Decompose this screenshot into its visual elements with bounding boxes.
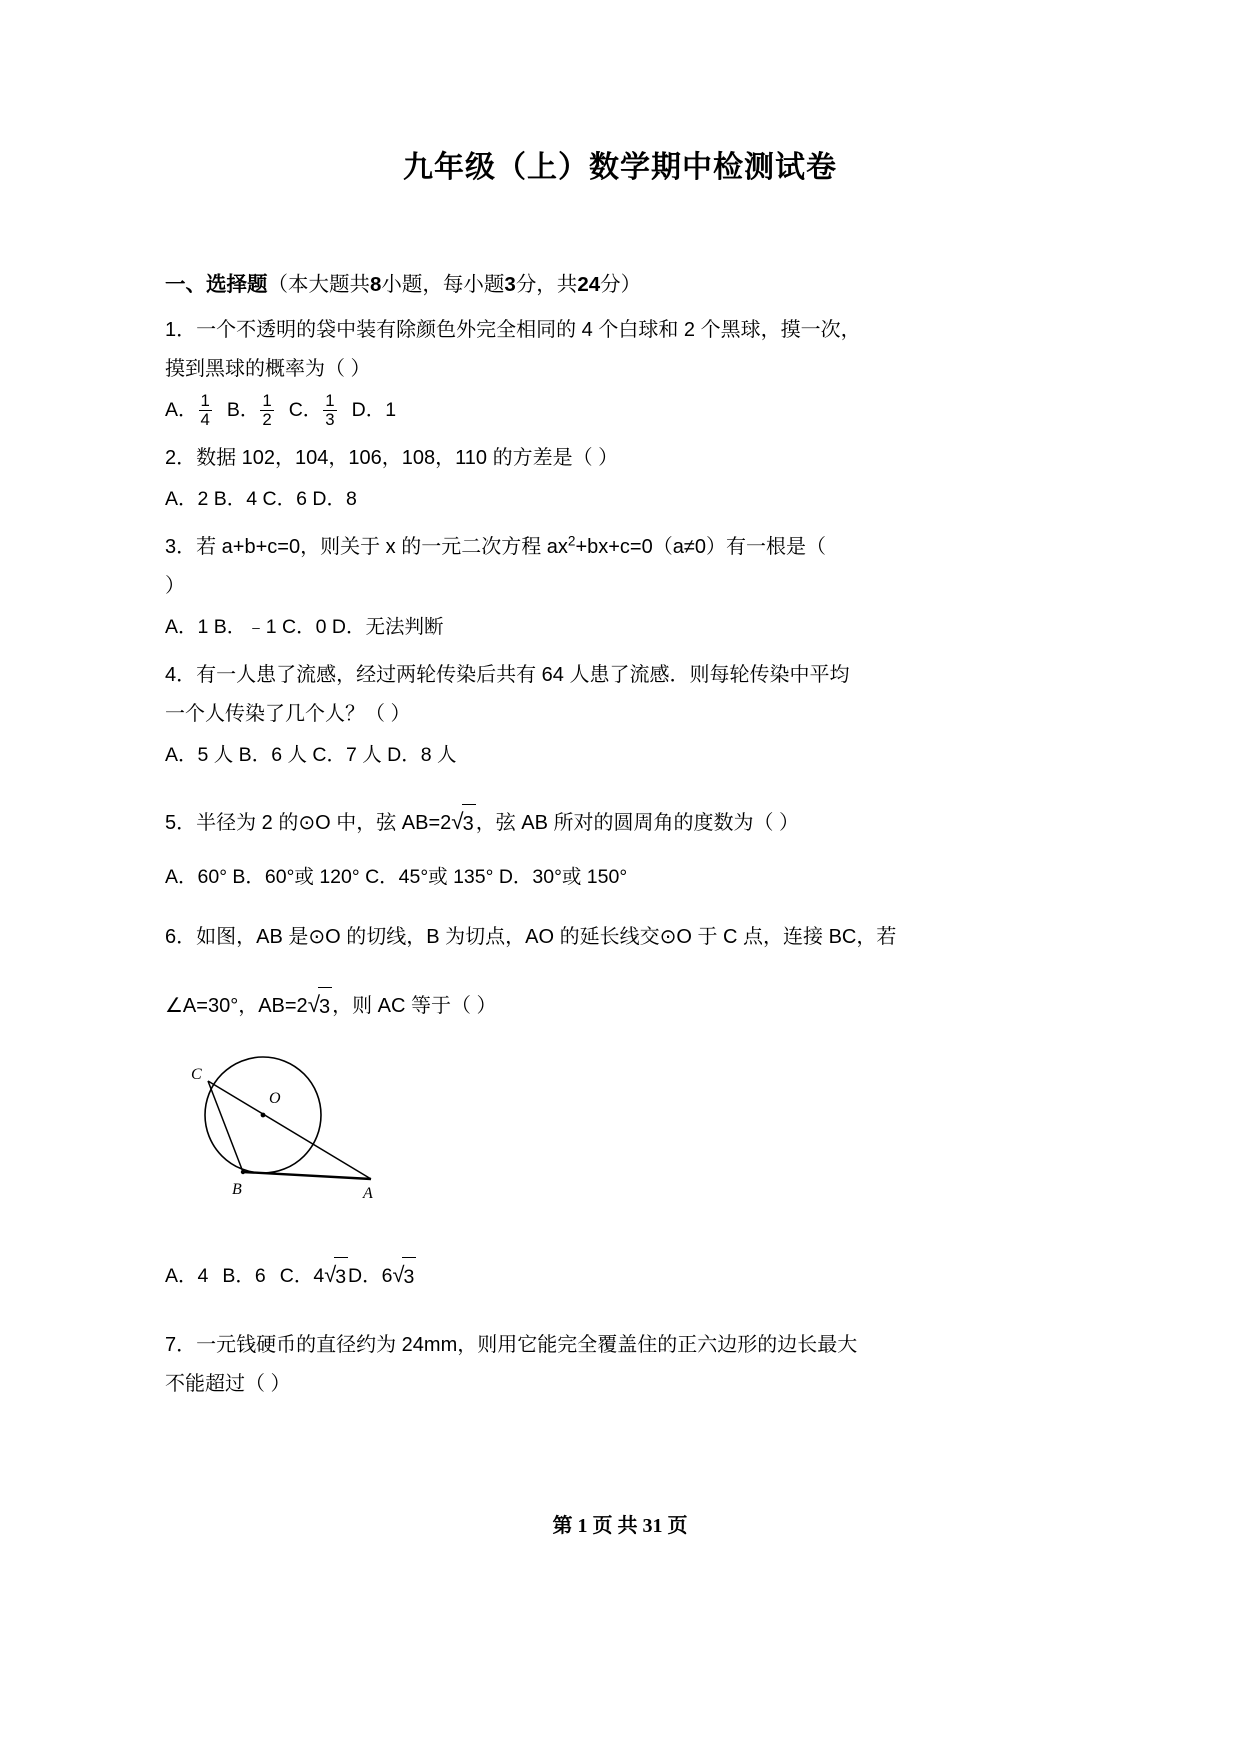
- question-6-option-a[interactable]: [165, 1265, 208, 1287]
- question-7-number: 7．: [165, 1334, 197, 1357]
- question-3-text-a: 若 a+b+c=0，则关于 x 的一元二次方程 ax: [196, 536, 568, 559]
- point-b: [241, 1169, 245, 1173]
- option-a-label: A．: [165, 1264, 198, 1287]
- figure-label-c: C: [191, 1065, 202, 1083]
- option-d-value: 1: [385, 398, 397, 421]
- question-6-text-prefix: ∠A=30°，AB=2: [165, 994, 308, 1017]
- question-2-text: 数据 102，104，106，108，110 的方差是（ ）: [196, 447, 619, 470]
- question-1-text-1: 一个不透明的袋中装有除颜色外完全相同的 4 个白球和 2 个黑球，摸一次，: [196, 318, 861, 341]
- section-label: 一、选择题: [165, 273, 268, 296]
- question-3-text-b: +bx+c=0（a≠0）有一根是（: [575, 536, 826, 559]
- question-2: [165, 439, 1075, 518]
- question-3-options[interactable]: A．1 B．﹣1 C．0 D．无法判断: [165, 616, 444, 639]
- question-4-text-1: 有一人患了流感，经过两轮传染后共有 64 人患了流感．则每轮传染中平均: [196, 664, 850, 687]
- figure-label-o: O: [269, 1089, 281, 1107]
- fraction-one-third: $\frac{1}{3}$: [325, 390, 335, 429]
- fraction-one-quarter: $\frac{1}{4}$: [200, 390, 210, 429]
- option-a-value: 4: [197, 1264, 209, 1287]
- question-1-options: [165, 391, 1075, 429]
- question-3-number: 3．: [165, 536, 197, 559]
- circle-tangent-diagram: [175, 1053, 405, 1218]
- question-1-stem-line2: 摸到黑球的概率为（ ）: [165, 357, 371, 380]
- question-3: [165, 528, 1075, 646]
- question-5: [165, 800, 1075, 896]
- page-title: 九年级（上）数学期中检测试卷: [403, 151, 837, 184]
- section-per-score: 3: [504, 273, 516, 296]
- square-root-3: √3: [393, 1254, 417, 1297]
- question-4-number: 4．: [165, 664, 197, 687]
- fraction-one-half: $\frac{1}{2}$: [262, 390, 272, 429]
- figure-label-b: B: [232, 1180, 242, 1198]
- question-2-number: 2．: [165, 447, 197, 470]
- option-b-value: 6: [254, 1264, 266, 1287]
- question-3-stem-line1: [165, 528, 1075, 567]
- page-footer: 第 1 页 共 31 页: [552, 1515, 688, 1537]
- question-1-option-d[interactable]: [352, 399, 396, 421]
- question-6-option-c[interactable]: [279, 1261, 348, 1288]
- option-d-label: D．: [348, 1264, 382, 1287]
- square-root-3: √3: [451, 800, 475, 844]
- section-detail-mid1: 小题，每小题: [381, 273, 505, 296]
- question-4-stem-line1: [165, 656, 1075, 695]
- option-a-label: A．: [165, 398, 198, 421]
- question-7-text-1: 一元钱硬币的直径约为 24mm，则用它能完全覆盖住的正六边形的边长最大: [196, 1334, 858, 1357]
- section-question-count: 8: [370, 273, 382, 296]
- question-6-option-d[interactable]: [348, 1261, 416, 1288]
- question-7: [165, 1326, 1075, 1404]
- question-6: [165, 918, 1075, 1296]
- square-root-3: √3: [324, 1254, 348, 1297]
- question-5-text-prefix: 半径为 2 的⊙O 中，弦 AB=2: [196, 812, 452, 835]
- question-3-exponent: 2: [567, 533, 576, 549]
- question-4-options[interactable]: A．5 人 B．6 人 C．7 人 D．8 人: [165, 744, 457, 767]
- option-c-coefficient: 4: [313, 1264, 325, 1287]
- tangent-ba: [243, 1172, 371, 1179]
- question-6-stem-line2: [165, 983, 1075, 1027]
- option-d-coefficient: 6: [381, 1264, 393, 1287]
- figure-label-a: A: [363, 1184, 373, 1202]
- question-5-stem: [165, 800, 1075, 844]
- question-6-options: [165, 1254, 1075, 1297]
- question-5-number: 5．: [165, 812, 197, 835]
- question-6-text-1: 如图，AB 是⊙O 的切线，B 为切点，AO 的延长线交⊙O 于 C 点，连接 BC，若: [196, 925, 897, 948]
- section-detail-mid2: 分，共: [515, 273, 578, 296]
- question-4-stem-line2: 一个人传染了几个人？（ ）: [165, 703, 411, 726]
- option-d-label: D．: [351, 398, 386, 421]
- section-total-score: 24: [577, 273, 601, 296]
- question-5-text-suffix: ，弦 AB 所对的圆周角的度数为（ ）: [475, 812, 800, 835]
- question-6-number: 6．: [165, 925, 197, 948]
- option-c-label: C．: [279, 1264, 314, 1287]
- question-2-options[interactable]: A．2 B．4 C．6 D．8: [165, 488, 357, 511]
- page-content: [165, 0, 1075, 1404]
- question-1-stem-line1: [165, 311, 1075, 350]
- section-heading: [165, 269, 1075, 301]
- question-6-figure: [175, 1053, 1075, 1232]
- question-1-option-b[interactable]: [226, 390, 275, 429]
- question-7-stem-line1: [165, 1326, 1075, 1365]
- question-4: [165, 656, 1075, 774]
- option-b-label: B．: [222, 1264, 255, 1287]
- question-1-number: 1．: [165, 318, 197, 341]
- question-6-text-suffix: ，则 AC 等于（ ）: [332, 994, 497, 1017]
- question-1-option-c[interactable]: [288, 390, 338, 429]
- question-1-option-a[interactable]: [165, 390, 213, 429]
- option-c-label: C．: [288, 398, 323, 421]
- option-b-label: B．: [226, 398, 260, 421]
- question-6-stem-line1: [165, 918, 1075, 957]
- question-1: [165, 311, 1075, 429]
- question-5-options[interactable]: A．60° B．60°或 120° C．45°或 135° D．30°或 150°: [165, 865, 628, 888]
- question-6-option-b[interactable]: [222, 1265, 265, 1287]
- question-2-stem: [165, 439, 1075, 478]
- section-detail-open: （本大题共: [267, 273, 370, 296]
- question-3-stem-line2: ）: [165, 575, 185, 598]
- square-root-3: √3: [308, 983, 332, 1027]
- question-7-stem-line2: 不能超过（ ）: [165, 1373, 291, 1396]
- section-detail-close: 分）: [600, 273, 642, 296]
